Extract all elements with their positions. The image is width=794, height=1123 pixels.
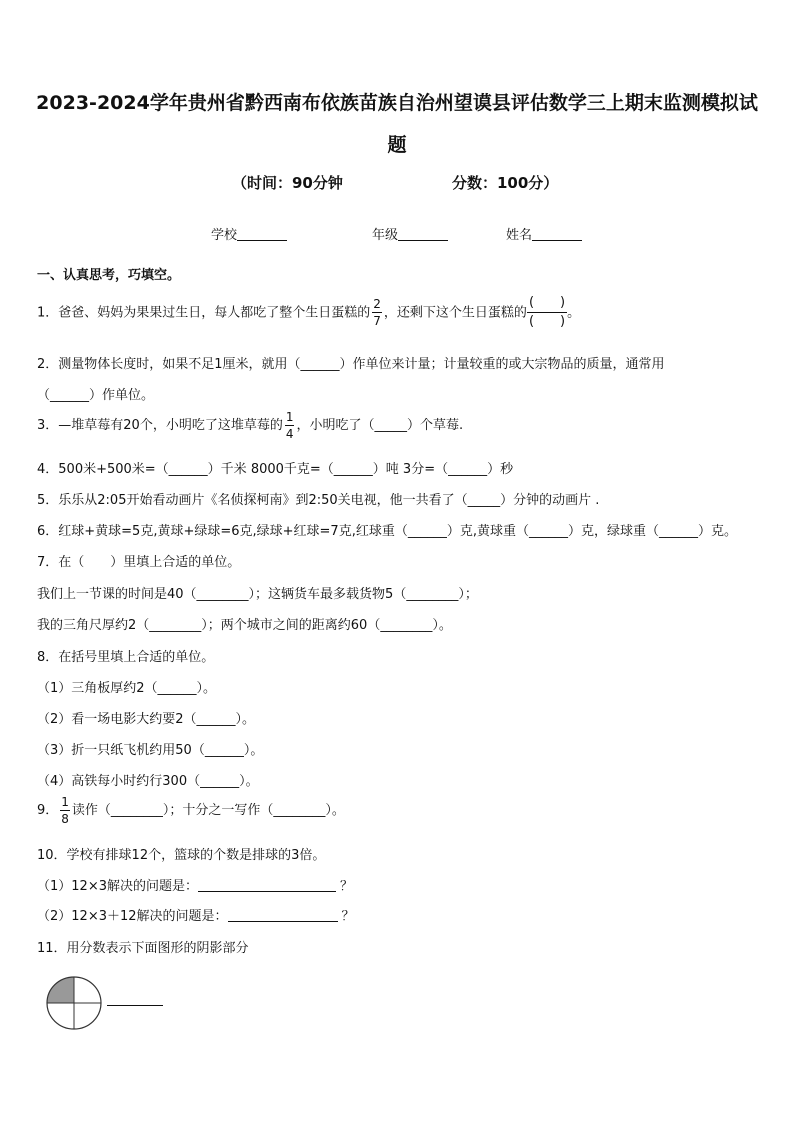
question-2: 2．测量物体长度时，如果不足1厘米，就用（______）作单位来计量；计量较重的或大宗物品的质量，通常用 bbox=[37, 357, 665, 372]
question-8-item-2: （2）看一场电影大约要2（______）。 bbox=[37, 712, 256, 727]
question-10-item-2: （2）12×3＋12解决的问题是： ？ bbox=[37, 909, 355, 924]
question-4: 4．500米+500米=（______）千米 8000千克=（______）吨 3分=（______）秒 bbox=[37, 462, 514, 477]
name-field: 姓名 bbox=[506, 224, 582, 243]
time-limit: （时间：90分钟 bbox=[232, 174, 343, 192]
question-11: 11．用分数表示下面图形的阴影部分 bbox=[37, 941, 249, 956]
question-6: 6．红球+黄球=5克,黄球+绿球=6克,绿球+红球=7克,红球重（______）克,黄球重（______）克，绿球重（______）克。 bbox=[37, 524, 737, 539]
question-7-line-b: 我的三角尺厚约2（________）；两个城市之间的距离约60（________）。 bbox=[37, 618, 452, 633]
grade-input-line[interactable] bbox=[398, 228, 448, 241]
q11-answer-line[interactable] bbox=[107, 1005, 163, 1006]
shaded-circle-figure bbox=[44, 975, 104, 1031]
fraction-1-8: $\frac{1}{8}$ bbox=[61, 795, 69, 826]
page-title-continued: 题 bbox=[387, 134, 407, 156]
question-8-item-1: （1）三角板厚约2（______）。 bbox=[37, 681, 217, 696]
question-7-line-a: 我们上一节课的时间是40（________）；这辆货车最多载货物5（________）； bbox=[37, 587, 478, 602]
answer-line[interactable] bbox=[228, 909, 338, 922]
answer-line[interactable] bbox=[198, 879, 336, 892]
question-2-continued: （______）作单位。 bbox=[37, 388, 155, 403]
question-10: 10．学校有排球12个，篮球的个数是排球的3倍。 bbox=[37, 848, 326, 863]
total-score: 分数：100分） bbox=[452, 174, 559, 192]
question-10-item-1: （1）12×3解决的问题是： ？ bbox=[37, 879, 353, 894]
page-title: 2023-2024学年贵州省黔西南布依族苗族自治州望谟县评估数学三上期末监测模拟试 bbox=[36, 92, 758, 114]
question-7: 7．在（ ）里填上合适的单位。 bbox=[37, 555, 241, 570]
fraction-answer-blank[interactable]: ( ) ( ) bbox=[528, 295, 566, 330]
name-input-line[interactable] bbox=[532, 228, 582, 241]
question-8-item-3: （3）折一只纸飞机约用50（______）。 bbox=[37, 743, 264, 758]
question-8: 8．在括号里填上合适的单位。 bbox=[37, 650, 215, 665]
fraction-2-7: $\frac{2}{7}$ bbox=[373, 297, 381, 329]
section-heading: 一、认真思考，巧填空。 bbox=[37, 268, 181, 283]
question-5: 5．乐乐从2:05开始看动画片《名侦探柯南》到2:50关电视，他一共看了（_____）分钟的动画片 . bbox=[37, 493, 600, 508]
question-3: 3．—堆草莓有20个，小明吃了这堆草莓的 $\frac{1}{4}$ ，小明吃了（_____）个草莓. bbox=[37, 410, 464, 441]
question-9: 9． $\frac{1}{8}$ 读作（________）；十分之一写作（________）。 bbox=[37, 795, 345, 826]
question-8-item-4: （4）高铁每小时约行300（______）。 bbox=[37, 774, 259, 789]
school-field: 学校 bbox=[211, 224, 287, 243]
school-input-line[interactable] bbox=[237, 228, 287, 241]
fraction-1-4: $\frac{1}{4}$ bbox=[285, 410, 294, 441]
question-1: 1．爸爸、妈妈为果果过生日，每人都吃了整个生日蛋糕的 $\frac{2}{7}$ ，还剩下这个生日蛋糕的 ( ) ( ) 。 bbox=[37, 295, 581, 330]
grade-field: 年级 bbox=[372, 224, 448, 243]
